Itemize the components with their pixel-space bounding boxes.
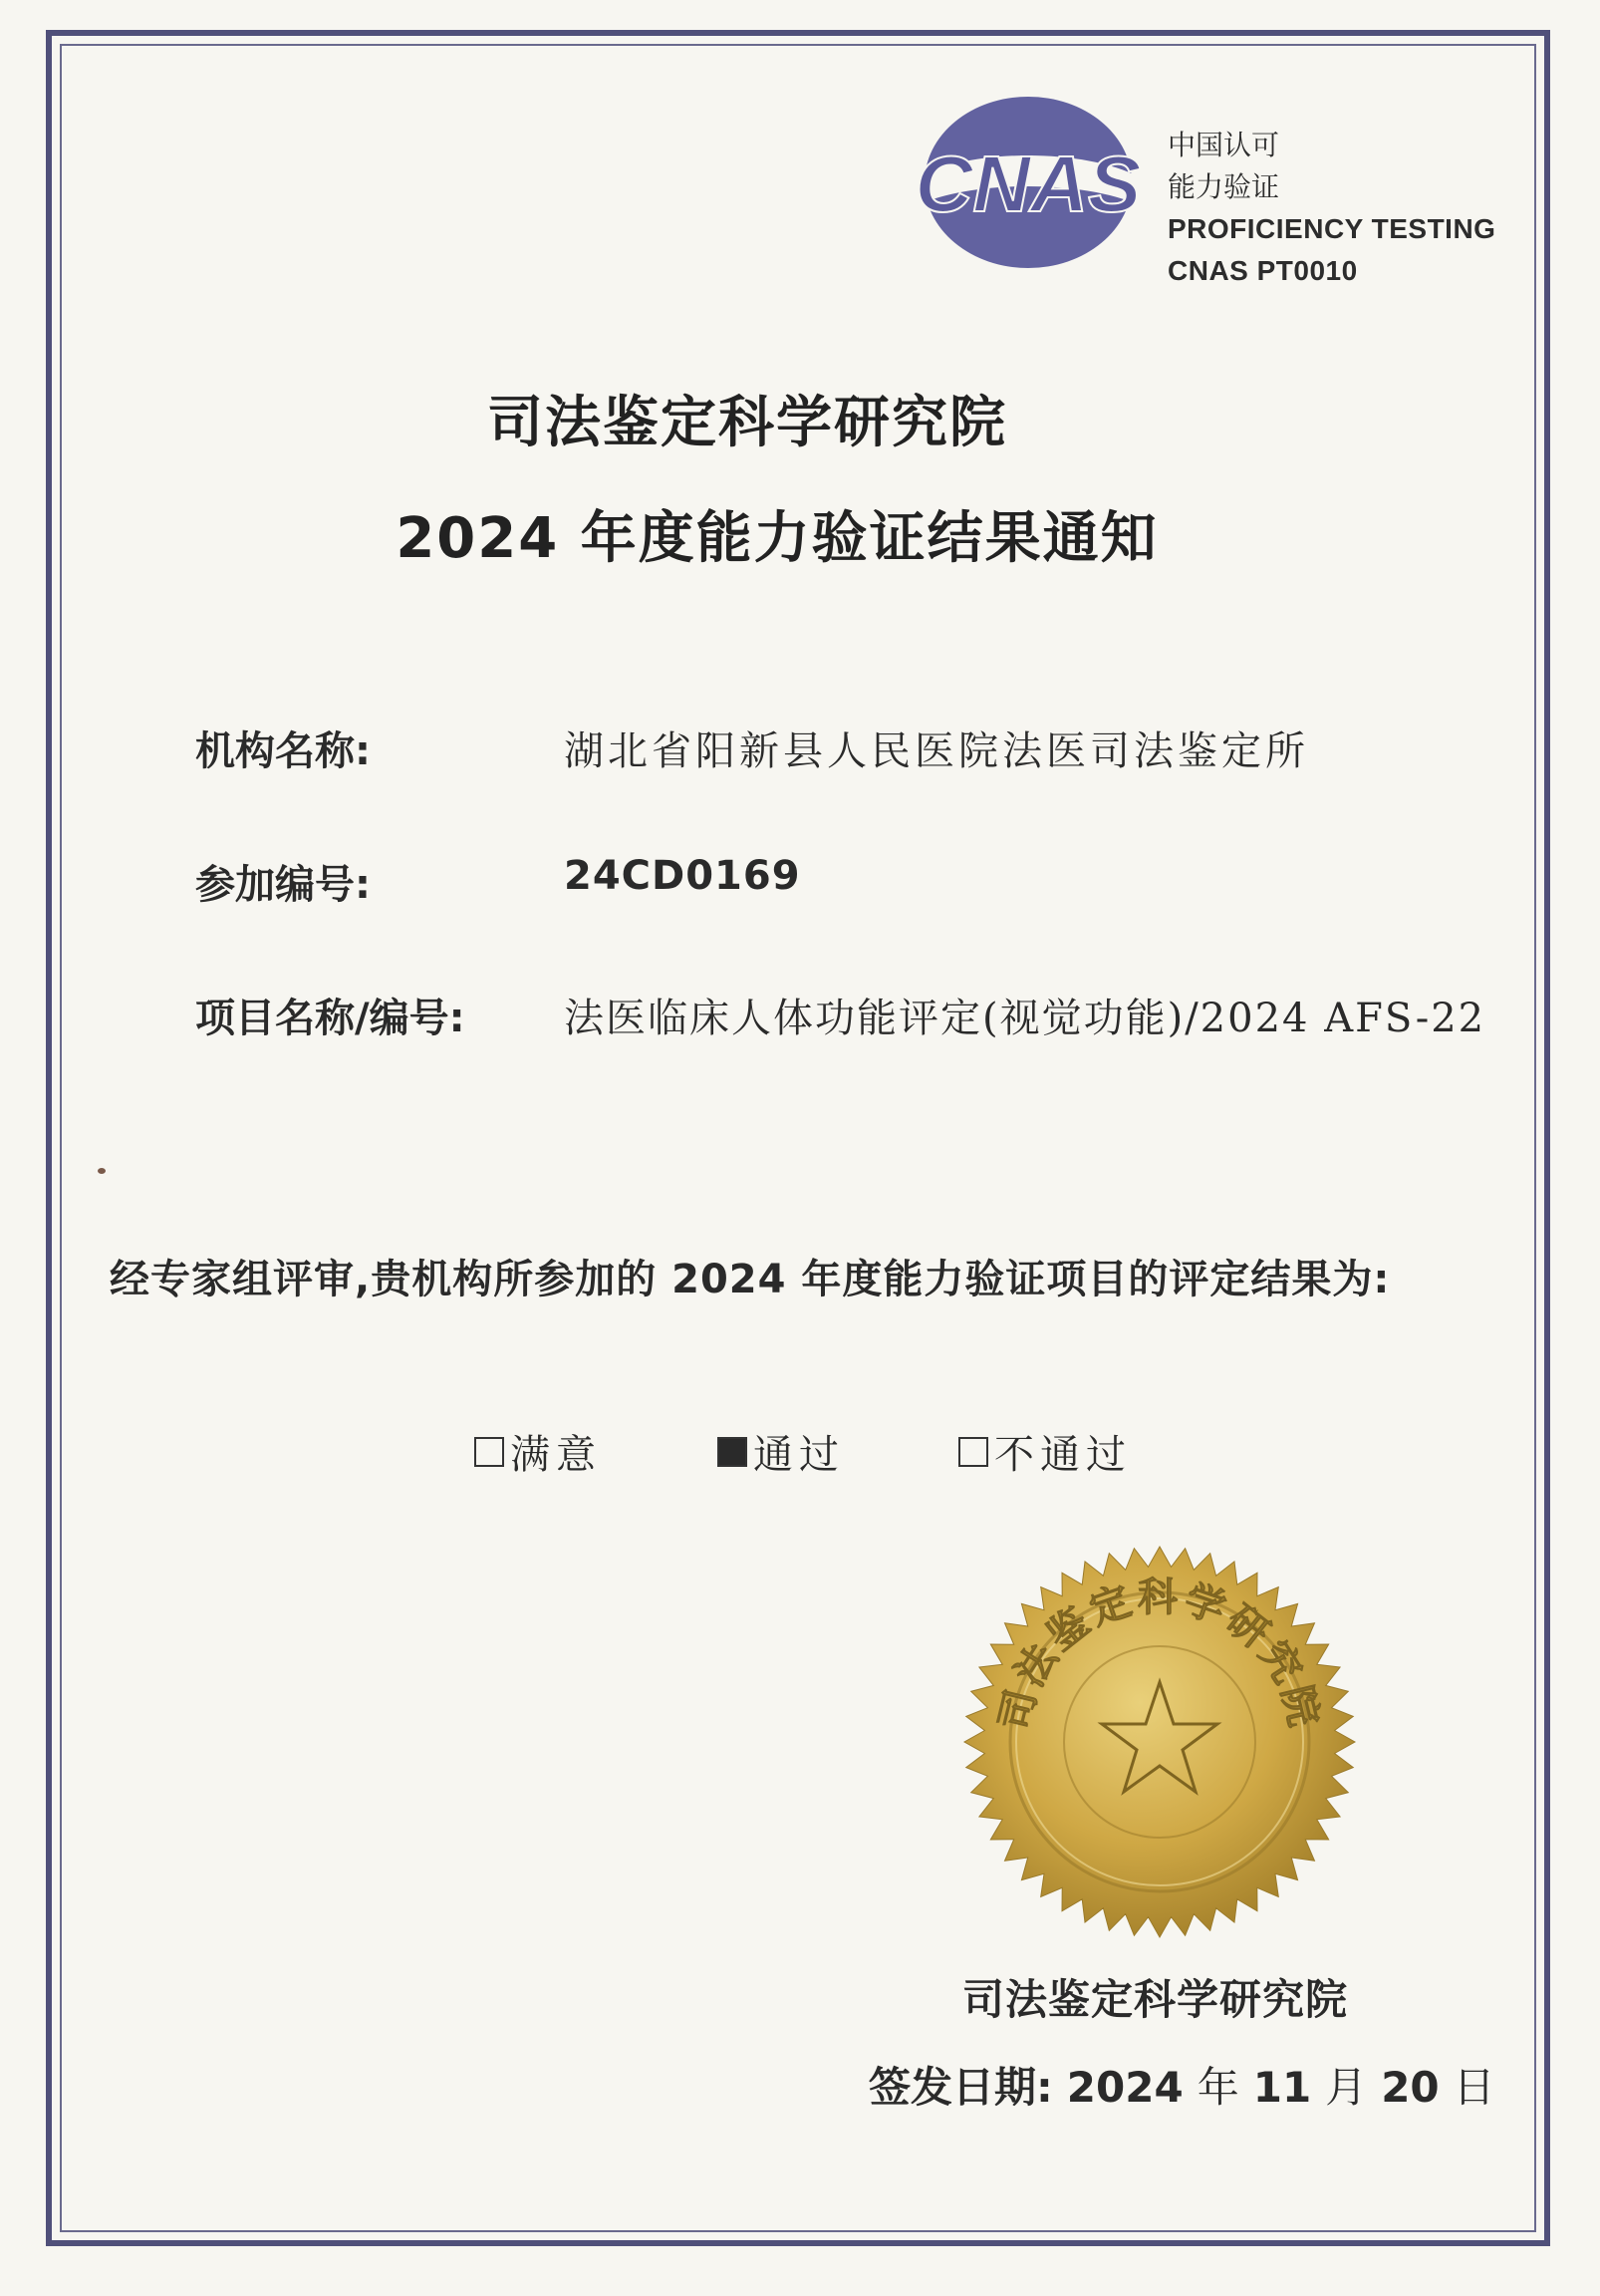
evaluation-statement: 经专家组评审,贵机构所参加的 2024 年度能力验证项目的评定结果为: (110, 1257, 1391, 1302)
seal-text: 司法鉴定科学研究院 (990, 1574, 1329, 1735)
cnas-logo-text: CNAS (915, 140, 1142, 228)
issue-date-label: 签发日期: (869, 2063, 1053, 2112)
cnas-line-1: 中国认可 (1168, 129, 1280, 161)
issue-date (869, 2055, 1509, 2115)
cnas-line-4: CNAS PT0010 (1168, 255, 1358, 286)
result-option-satisfactory (474, 1423, 602, 1480)
issue-year: 2024 (1066, 2063, 1184, 2112)
institution-value: 湖北省阳新县人民医院法医司法鉴定所 (564, 728, 1309, 774)
issue-month: 11 (1252, 2063, 1312, 2112)
issuing-organization: 司法鉴定科学研究院 (962, 1975, 1349, 2024)
checkbox-pass (717, 1437, 747, 1467)
issue-month-unit: 月 (1325, 2063, 1368, 2112)
document-subtitle: 2024 年度能力验证结果通知 (396, 506, 1159, 571)
cnas-caption (1168, 129, 1496, 299)
result-option-fail (958, 1423, 1132, 1480)
cnas-line-2: 能力验证 (1168, 170, 1280, 203)
checkbox-fail (958, 1437, 988, 1467)
cnas-logo (909, 88, 1148, 277)
participant-number-label: 参加编号: (195, 862, 371, 908)
paper-speck (98, 1168, 106, 1174)
issue-year-unit: 年 (1197, 2063, 1239, 2112)
option-label-fail: 不通过 (994, 1432, 1132, 1478)
project-value: 法医临床人体功能评定(视觉功能)/2024 AFS-22 (564, 996, 1486, 1041)
option-label-pass: 通过 (753, 1432, 845, 1478)
option-label-satisfactory: 满意 (510, 1432, 602, 1478)
result-option-pass (717, 1423, 845, 1480)
participant-number-value: 24CD0169 (564, 853, 801, 899)
project-label: 项目名称/编号: (195, 996, 465, 1041)
issue-day-unit: 日 (1453, 2063, 1495, 2112)
cnas-line-3: PROFICIENCY TESTING (1168, 213, 1496, 244)
document-title: 司法鉴定科学研究院 (487, 391, 1007, 455)
checkbox-satisfactory (474, 1437, 504, 1467)
gold-seal (960, 1543, 1359, 1941)
issue-day: 20 (1381, 2063, 1440, 2112)
institution-label: 机构名称: (195, 728, 371, 774)
